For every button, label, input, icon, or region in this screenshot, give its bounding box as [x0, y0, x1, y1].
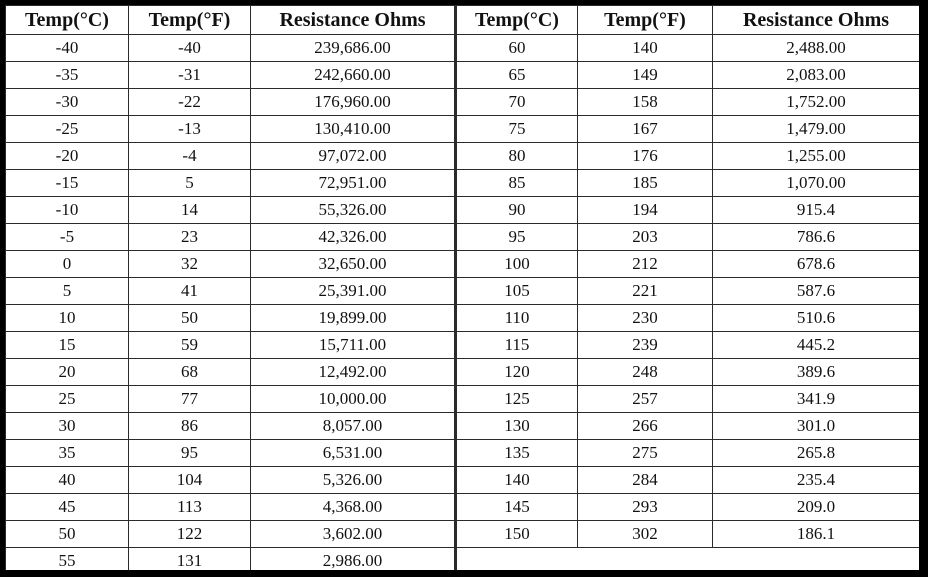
cell-temp-f: 113 — [129, 494, 251, 521]
cell-temp-c: 25 — [6, 386, 129, 413]
cell-temp-f: 131 — [129, 548, 251, 571]
table-row — [6, 278, 920, 305]
table-row — [6, 224, 920, 251]
cell-resistance: 25,391.00 — [251, 278, 456, 305]
cell-temp-c: -10 — [6, 197, 129, 224]
cell-temp-c: 55 — [6, 548, 129, 571]
cell-temp-c: -40 — [6, 35, 129, 62]
table-row — [6, 305, 920, 332]
cell-resistance: 12,492.00 — [251, 359, 456, 386]
cell-resistance: 915.4 — [713, 197, 920, 224]
cell-temp-c: 80 — [456, 143, 578, 170]
cell-temp-f: 68 — [129, 359, 251, 386]
cell-resistance: 3,602.00 — [251, 521, 456, 548]
resistance-table-sheet — [5, 5, 919, 570]
header-temp-f-right: Temp(°F) — [578, 6, 713, 35]
table-row — [6, 386, 920, 413]
cell-temp-c: 135 — [456, 440, 578, 467]
cell-temp-f: 212 — [578, 251, 713, 278]
cell-temp-c: 65 — [456, 62, 578, 89]
header-row — [6, 6, 920, 35]
cell-temp-f: 302 — [578, 521, 713, 548]
header-temp-c-left: Temp(°C) — [6, 6, 129, 35]
cell-resistance: 786.6 — [713, 224, 920, 251]
cell-resistance: 587.6 — [713, 278, 920, 305]
cell-temp-f: 275 — [578, 440, 713, 467]
cell-temp-f: 185 — [578, 170, 713, 197]
cell-resistance: 6,531.00 — [251, 440, 456, 467]
cell-resistance: 445.2 — [713, 332, 920, 359]
cell-resistance: 265.8 — [713, 440, 920, 467]
cell-temp-c: 110 — [456, 305, 578, 332]
cell-temp-f: 86 — [129, 413, 251, 440]
cell-temp-c: 15 — [6, 332, 129, 359]
cell-resistance: 176,960.00 — [251, 89, 456, 116]
cell-resistance: 301.0 — [713, 413, 920, 440]
cell-resistance: 235.4 — [713, 467, 920, 494]
cell-temp-f: 95 — [129, 440, 251, 467]
cell-temp-f: 239 — [578, 332, 713, 359]
cell-resistance: 5,326.00 — [251, 467, 456, 494]
cell-temp-c: 150 — [456, 521, 578, 548]
cell-temp-f: 122 — [129, 521, 251, 548]
cell-temp-c: 75 — [456, 116, 578, 143]
cell-temp-c: 50 — [6, 521, 129, 548]
cell-temp-f: 257 — [578, 386, 713, 413]
table-row — [6, 332, 920, 359]
header-resistance-left: Resistance Ohms — [251, 6, 456, 35]
cell-temp-c: 45 — [6, 494, 129, 521]
cell-resistance: 32,650.00 — [251, 251, 456, 278]
cell-temp-c: 145 — [456, 494, 578, 521]
cell-resistance: 510.6 — [713, 305, 920, 332]
cell-temp-c: 40 — [6, 467, 129, 494]
header-resistance-right: Resistance Ohms — [713, 6, 920, 35]
cell-resistance: 341.9 — [713, 386, 920, 413]
cell-resistance: 4,368.00 — [251, 494, 456, 521]
cell-temp-f: 230 — [578, 305, 713, 332]
cell-resistance: 389.6 — [713, 359, 920, 386]
cell-temp-c: 105 — [456, 278, 578, 305]
cell-resistance: 1,255.00 — [713, 143, 920, 170]
cell-resistance: 2,986.00 — [251, 548, 456, 571]
cell-temp-c: 115 — [456, 332, 578, 359]
cell-temp-f: 203 — [578, 224, 713, 251]
table-row — [6, 197, 920, 224]
cell-resistance: 209.0 — [713, 494, 920, 521]
cell-resistance: 19,899.00 — [251, 305, 456, 332]
cell-resistance: 97,072.00 — [251, 143, 456, 170]
cell-temp-c: 5 — [6, 278, 129, 305]
cell-temp-f: 167 — [578, 116, 713, 143]
cell-resistance: 678.6 — [713, 251, 920, 278]
cell-resistance: 8,057.00 — [251, 413, 456, 440]
cell-resistance: 239,686.00 — [251, 35, 456, 62]
cell-temp-f: 149 — [578, 62, 713, 89]
cell-temp-c: -20 — [6, 143, 129, 170]
cell-temp-c: 20 — [6, 359, 129, 386]
table-row — [6, 494, 920, 521]
cell-resistance: 242,660.00 — [251, 62, 456, 89]
cell-temp-f: 140 — [578, 35, 713, 62]
header-temp-c-right: Temp(°C) — [456, 6, 578, 35]
table-row — [6, 143, 920, 170]
table-row — [6, 89, 920, 116]
cell-temp-f: -22 — [129, 89, 251, 116]
cell-temp-f: 221 — [578, 278, 713, 305]
table-row — [6, 467, 920, 494]
cell-temp-c: 85 — [456, 170, 578, 197]
cell-temp-f: 32 — [129, 251, 251, 278]
cell-temp-f: 194 — [578, 197, 713, 224]
cell-temp-f: 266 — [578, 413, 713, 440]
table-row — [6, 521, 920, 548]
cell-temp-f: 77 — [129, 386, 251, 413]
cell-resistance: 2,083.00 — [713, 62, 920, 89]
table-row — [6, 116, 920, 143]
cell-temp-c: -30 — [6, 89, 129, 116]
cell-temp-c: 100 — [456, 251, 578, 278]
header-temp-f-left: Temp(°F) — [129, 6, 251, 35]
cell-temp-f: 50 — [129, 305, 251, 332]
table-row — [6, 251, 920, 278]
table-row — [6, 62, 920, 89]
cell-temp-f: 23 — [129, 224, 251, 251]
table-body — [6, 35, 920, 571]
cell-temp-c: 140 — [456, 467, 578, 494]
cell-resistance: 72,951.00 — [251, 170, 456, 197]
cell-resistance: 10,000.00 — [251, 386, 456, 413]
table-row — [6, 440, 920, 467]
cell-temp-c: 90 — [456, 197, 578, 224]
table-row — [6, 170, 920, 197]
cell-resistance: 42,326.00 — [251, 224, 456, 251]
cell-resistance: 55,326.00 — [251, 197, 456, 224]
cell-temp-c: -35 — [6, 62, 129, 89]
table-row — [6, 35, 920, 62]
cell-temp-c: -25 — [6, 116, 129, 143]
cell-resistance: 1,070.00 — [713, 170, 920, 197]
cell-temp-f: 176 — [578, 143, 713, 170]
cell-temp-f: 248 — [578, 359, 713, 386]
cell-resistance: 1,479.00 — [713, 116, 920, 143]
resistance-table — [5, 5, 919, 570]
cell-resistance: 15,711.00 — [251, 332, 456, 359]
cell-temp-f: 284 — [578, 467, 713, 494]
cell-temp-f: -40 — [129, 35, 251, 62]
table-row — [6, 359, 920, 386]
table-row — [6, 548, 920, 571]
cell-resistance: 186.1 — [713, 521, 920, 548]
cell-resistance: 2,488.00 — [713, 35, 920, 62]
cell-temp-c: 10 — [6, 305, 129, 332]
cell-temp-c: 60 — [456, 35, 578, 62]
cell-temp-f: 158 — [578, 89, 713, 116]
cell-temp-f: -4 — [129, 143, 251, 170]
cell-temp-c: -15 — [6, 170, 129, 197]
cell-temp-f: 59 — [129, 332, 251, 359]
cell-temp-f: 104 — [129, 467, 251, 494]
cell-temp-c: 35 — [6, 440, 129, 467]
cell-temp-f: 293 — [578, 494, 713, 521]
cell-temp-c: 125 — [456, 386, 578, 413]
cell-temp-c: 120 — [456, 359, 578, 386]
cell-temp-c: 130 — [456, 413, 578, 440]
table-row — [6, 413, 920, 440]
cell-temp-f: 5 — [129, 170, 251, 197]
cell-temp-f: 14 — [129, 197, 251, 224]
cell-temp-c: 0 — [6, 251, 129, 278]
cell-temp-f: -13 — [129, 116, 251, 143]
cell-resistance: 1,752.00 — [713, 89, 920, 116]
cell-temp-c: 30 — [6, 413, 129, 440]
cell-temp-f: 41 — [129, 278, 251, 305]
cell-resistance: 130,410.00 — [251, 116, 456, 143]
cell-temp-f: -31 — [129, 62, 251, 89]
empty-cell — [456, 548, 920, 571]
cell-temp-c: -5 — [6, 224, 129, 251]
cell-temp-c: 95 — [456, 224, 578, 251]
cell-temp-c: 70 — [456, 89, 578, 116]
